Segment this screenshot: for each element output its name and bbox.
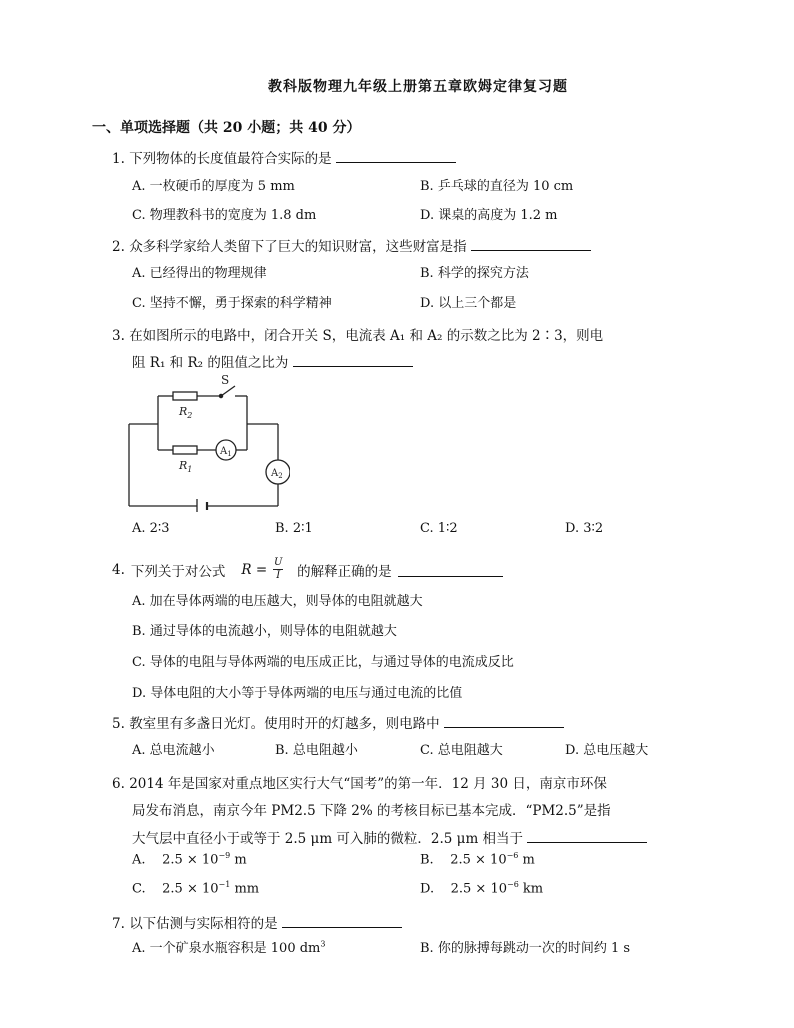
resistor-r2 (173, 392, 197, 400)
option-6a: A. $2.5 \times 10^{-9}$ m (132, 851, 247, 868)
answer-blank[interactable] (444, 713, 564, 728)
question-stem: 教室里有多盏日光灯。使用时开的灯越多，则电路中 (129, 716, 440, 732)
question-3-line2 (132, 351, 413, 371)
option-4d: D. 导体电阻的大小等于导体两端的电压与通过电流的比值 (132, 686, 463, 701)
option-6b: B. $2.5 \times 10^{-6}$ m (420, 851, 535, 868)
circuit-diagram (125, 372, 290, 512)
option-3b: B. 2∶1 (275, 521, 313, 536)
option-3d: D. 3∶2 (565, 521, 604, 536)
answer-blank[interactable] (398, 562, 503, 577)
option-6c: C. $2.5 \times 10^{-1}$ mm (132, 880, 260, 897)
answer-blank[interactable] (282, 913, 402, 928)
answer-blank[interactable] (527, 828, 647, 843)
question-1 (112, 147, 456, 167)
option-1a: A. 一枚硬币的厚度为 5 mm (132, 179, 295, 194)
option-3c: C. 1∶2 (420, 521, 458, 536)
question-6-line2: 局发布消息，南京今年 PM2.5 下降 2% 的考核目标已基本完成．“PM2.5”是指 (132, 803, 611, 819)
option-2b: B. 科学的探究方法 (420, 266, 529, 281)
option-2d: D. 以上三个都是 (420, 296, 517, 311)
question-stem: 2014 年是国家对重点地区实行大气“国考”的第一年．12 月 30 日，南京市环保 (129, 776, 607, 792)
question-stem-post: 的解释正确的是 (297, 563, 392, 580)
question-stem: 阻 R₁ 和 R₂ 的阻值之比为 (132, 355, 289, 371)
option-2a: A. 已经得出的物理规律 (132, 266, 267, 281)
option-5b: B. 总电阻越小 (275, 743, 358, 758)
option-3a: A. 2∶3 (132, 521, 170, 536)
question-number: 2. (112, 239, 125, 255)
question-6-line3 (132, 827, 647, 847)
question-number: 5. (112, 716, 125, 732)
option-2c: C. 坚持不懈，勇于探索的科学精神 (132, 296, 332, 311)
option-6d: D. $2.5 \times 10^{-6}$ km (420, 880, 544, 897)
question-5 (112, 712, 564, 732)
question-4 (112, 557, 503, 582)
question-stem: 众多科学家给人类留下了巨大的知识财富，这些财富是指 (129, 239, 467, 255)
a2-label: $A_2$ (271, 468, 283, 480)
option-5d: D. 总电压越大 (565, 743, 649, 758)
option-4b: B. 通过导体的电流越小，则导体的电阻就越大 (132, 624, 397, 639)
question-2 (112, 235, 591, 255)
question-number: 3. (112, 328, 125, 344)
question-number: 4. (112, 561, 125, 578)
page-title: 教科版物理九年级上册第五章欧姆定律复习题 (268, 79, 568, 95)
question-number: 7. (112, 916, 125, 932)
question-stem: 以下估测与实际相符的是 (129, 916, 278, 932)
question-stem: 下列物体的长度值最符合实际的是 (129, 151, 332, 167)
question-6-line1 (112, 772, 607, 792)
question-3-line1 (112, 324, 603, 344)
r1-label: $R_1$ (179, 459, 193, 474)
question-stem: 大气层中直径小于或等于 2.5 μm 可入肺的微粒．2.5 μm 相当于 (132, 831, 524, 847)
option-1c: C. 物理教科书的宽度为 1.8 dm (132, 208, 317, 223)
option-4a: A. 加在导体两端的电压越大，则导体的电阻就越大 (132, 594, 423, 609)
option-7b: B. 你的脉搏每跳动一次的时间约 1 s (420, 941, 631, 956)
r2-label: $R_2$ (179, 405, 193, 420)
question-stem: 在如图所示的电路中，闭合开关 S，电流表 A₁ 和 A₂ 的示数之比为 2∶3，则电 (129, 328, 604, 344)
switch-label: S (221, 373, 230, 387)
option-4c: C. 导体的电阻与导体两端的电压成正比，与通过导体的电流成反比 (132, 655, 514, 670)
switch-blade (221, 386, 235, 396)
option-7a: A. 一个矿泉水瓶容积是 100 $dm^3$ (132, 939, 326, 956)
answer-blank[interactable] (293, 352, 413, 367)
resistor-r1 (173, 446, 197, 454)
formula-denominator: I (276, 570, 281, 581)
answer-blank[interactable] (471, 236, 591, 251)
question-stem-pre: 下列关于对公式 (130, 563, 226, 580)
formula-fraction (273, 557, 283, 582)
option-5a: A. 总电流越小 (132, 743, 215, 758)
answer-blank[interactable] (336, 148, 456, 163)
formula-numerator: U (273, 557, 283, 568)
question-7 (112, 912, 402, 932)
question-number: 6. (112, 776, 125, 792)
section-header: 一、单项选择题（共 20 小题；共 40 分） (92, 120, 361, 136)
option-5c: C. 总电阻越大 (420, 743, 503, 758)
option-1b: B. 乒乓球的直径为 10 cm (420, 179, 574, 194)
option-1d: D. 课桌的高度为 1.2 m (420, 208, 558, 223)
question-number: 1. (112, 151, 125, 167)
a1-label: $A_1$ (220, 446, 232, 458)
formula-lhs: R = (241, 561, 268, 578)
